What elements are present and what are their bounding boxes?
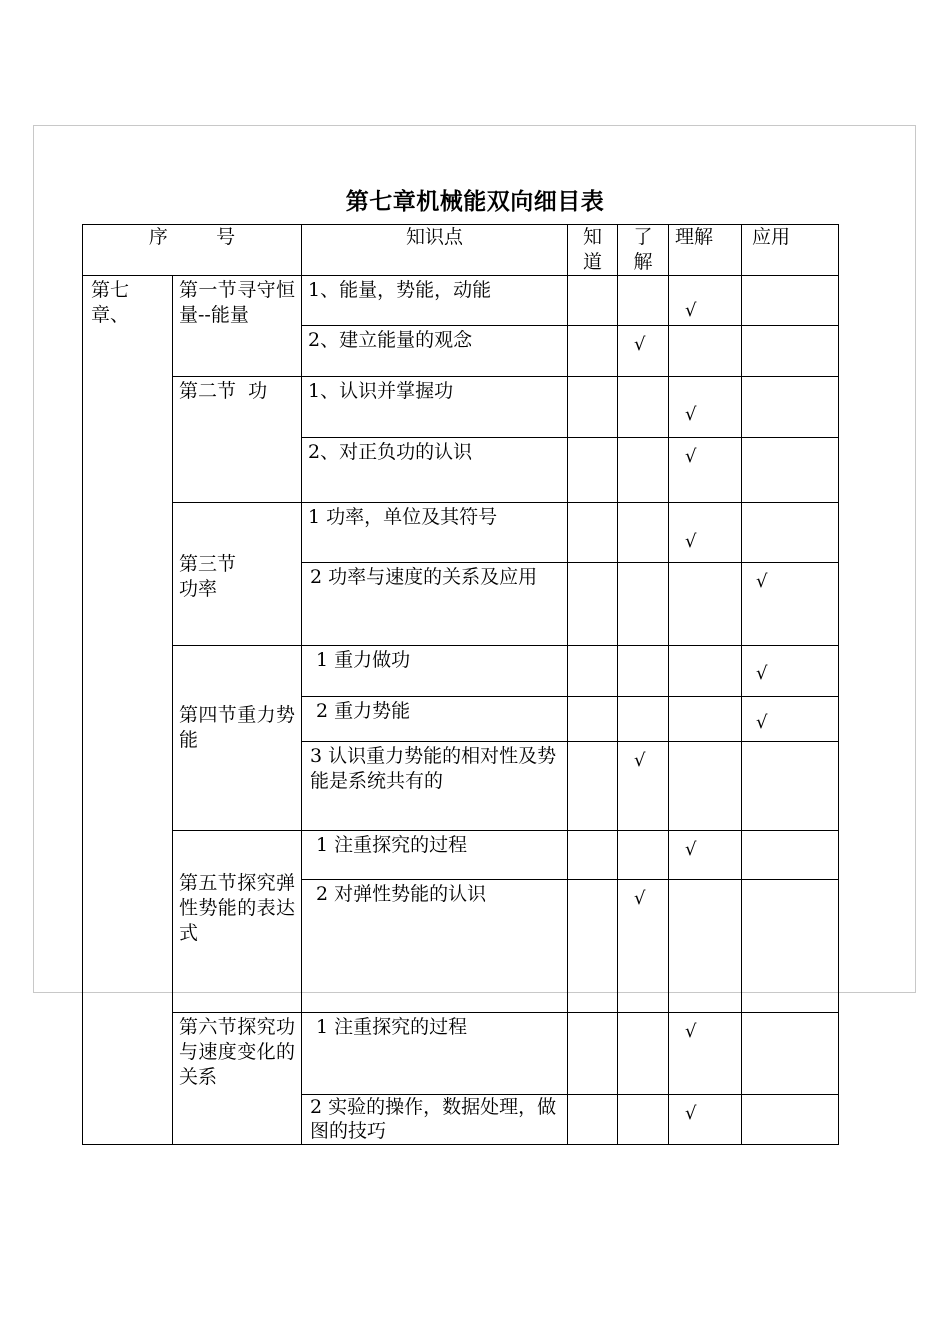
cell-know [568, 742, 618, 831]
knowledge-table [82, 224, 839, 1145]
cell-understand [669, 563, 742, 646]
cell-learn [618, 880, 669, 1013]
cell-understand [669, 880, 742, 1013]
table-row [83, 276, 839, 326]
cell-understand [669, 503, 742, 563]
knowledge-item: 2 重力势能 [302, 697, 568, 742]
cell-understand [669, 276, 742, 326]
check-mark: √ [685, 300, 697, 321]
check-mark: √ [634, 888, 646, 909]
check-mark: √ [685, 1021, 697, 1042]
knowledge-item: 2 实验的操作，数据处理，做图的技巧 [302, 1095, 568, 1145]
cell-understand [669, 831, 742, 880]
table-row [83, 1013, 839, 1095]
page-title: 第七章机械能双向细目表 [345, 189, 605, 215]
header-understand: 理解 [669, 225, 742, 276]
cell-understand [669, 697, 742, 742]
header-learn: 了 解 [618, 225, 669, 276]
cell-apply [742, 1013, 839, 1095]
check-mark: √ [685, 839, 697, 860]
knowledge-item: 2 对弹性势能的认识 [302, 880, 568, 1013]
header-know: 知 道 [568, 225, 618, 276]
header-apply: 应用 [742, 225, 839, 276]
cell-apply [742, 742, 839, 831]
cell-learn [618, 563, 669, 646]
cell-understand [669, 377, 742, 438]
header-row [83, 225, 839, 276]
table-row [83, 377, 839, 438]
cell-learn [618, 438, 669, 503]
cell-learn [618, 742, 669, 831]
check-mark: √ [685, 446, 697, 467]
cell-know [568, 831, 618, 880]
header-seq: 序 号 [83, 225, 302, 276]
cell-know [568, 276, 618, 326]
cell-know [568, 697, 618, 742]
cell-learn [618, 503, 669, 563]
cell-know [568, 377, 618, 438]
chapter-cell: 第七章、 [83, 276, 173, 1145]
knowledge-item: 3 认识重力势能的相对性及势能是系统共有的 [302, 742, 568, 831]
cell-know [568, 646, 618, 697]
cell-learn [618, 1013, 669, 1095]
section-name: 第一节寻守恒量--能量 [173, 276, 302, 377]
section-name: 第四节重力势能 [173, 646, 302, 831]
check-mark: √ [634, 750, 646, 771]
section-name: 第二节 功 [173, 377, 302, 503]
cell-apply [742, 880, 839, 1013]
section-name: 第三节 功率 [173, 503, 302, 646]
check-mark: √ [634, 334, 646, 355]
cell-learn [618, 276, 669, 326]
cell-know [568, 1013, 618, 1095]
cell-know [568, 880, 618, 1013]
knowledge-item: 1、能量，势能，动能 [302, 276, 568, 326]
cell-understand [669, 1013, 742, 1095]
cell-apply [742, 1095, 839, 1145]
cell-understand [669, 1095, 742, 1145]
knowledge-item: 2 功率与速度的关系及应用 [302, 563, 568, 646]
cell-apply [742, 697, 839, 742]
knowledge-item: 1 重力做功 [302, 646, 568, 697]
header-knowledge: 知识点 [302, 225, 568, 276]
cell-know [568, 438, 618, 503]
cell-learn [618, 326, 669, 377]
cell-understand [669, 438, 742, 503]
cell-know [568, 503, 618, 563]
cell-understand [669, 326, 742, 377]
cell-apply [742, 646, 839, 697]
cell-apply [742, 563, 839, 646]
cell-learn [618, 377, 669, 438]
cell-apply [742, 438, 839, 503]
knowledge-item: 1 功率，单位及其符号 [302, 503, 568, 563]
table-row [83, 503, 839, 563]
check-mark: √ [685, 1103, 697, 1124]
cell-understand [669, 646, 742, 697]
cell-know [568, 1095, 618, 1145]
check-mark: √ [756, 571, 768, 592]
cell-apply [742, 503, 839, 563]
cell-learn [618, 1095, 669, 1145]
check-mark: √ [756, 663, 768, 684]
knowledge-item: 1、认识并掌握功 [302, 377, 568, 438]
cell-learn [618, 831, 669, 880]
cell-apply [742, 377, 839, 438]
cell-know [568, 563, 618, 646]
cell-apply [742, 276, 839, 326]
cell-apply [742, 326, 839, 377]
cell-apply [742, 831, 839, 880]
cell-understand [669, 742, 742, 831]
knowledge-item: 2、建立能量的观念 [302, 326, 568, 377]
table-row [83, 831, 839, 880]
knowledge-item: 1 注重探究的过程 [302, 1013, 568, 1095]
cell-know [568, 326, 618, 377]
check-mark: √ [685, 531, 697, 552]
table-row [83, 646, 839, 697]
cell-learn [618, 646, 669, 697]
knowledge-item: 1 注重探究的过程 [302, 831, 568, 880]
section-name: 第五节探究弹性势能的表达式 [173, 831, 302, 1013]
cell-learn [618, 697, 669, 742]
check-mark: √ [685, 404, 697, 425]
section-name: 第六节探究功与速度变化的关系 [173, 1013, 302, 1145]
knowledge-item: 2、对正负功的认识 [302, 438, 568, 503]
check-mark: √ [756, 712, 768, 733]
